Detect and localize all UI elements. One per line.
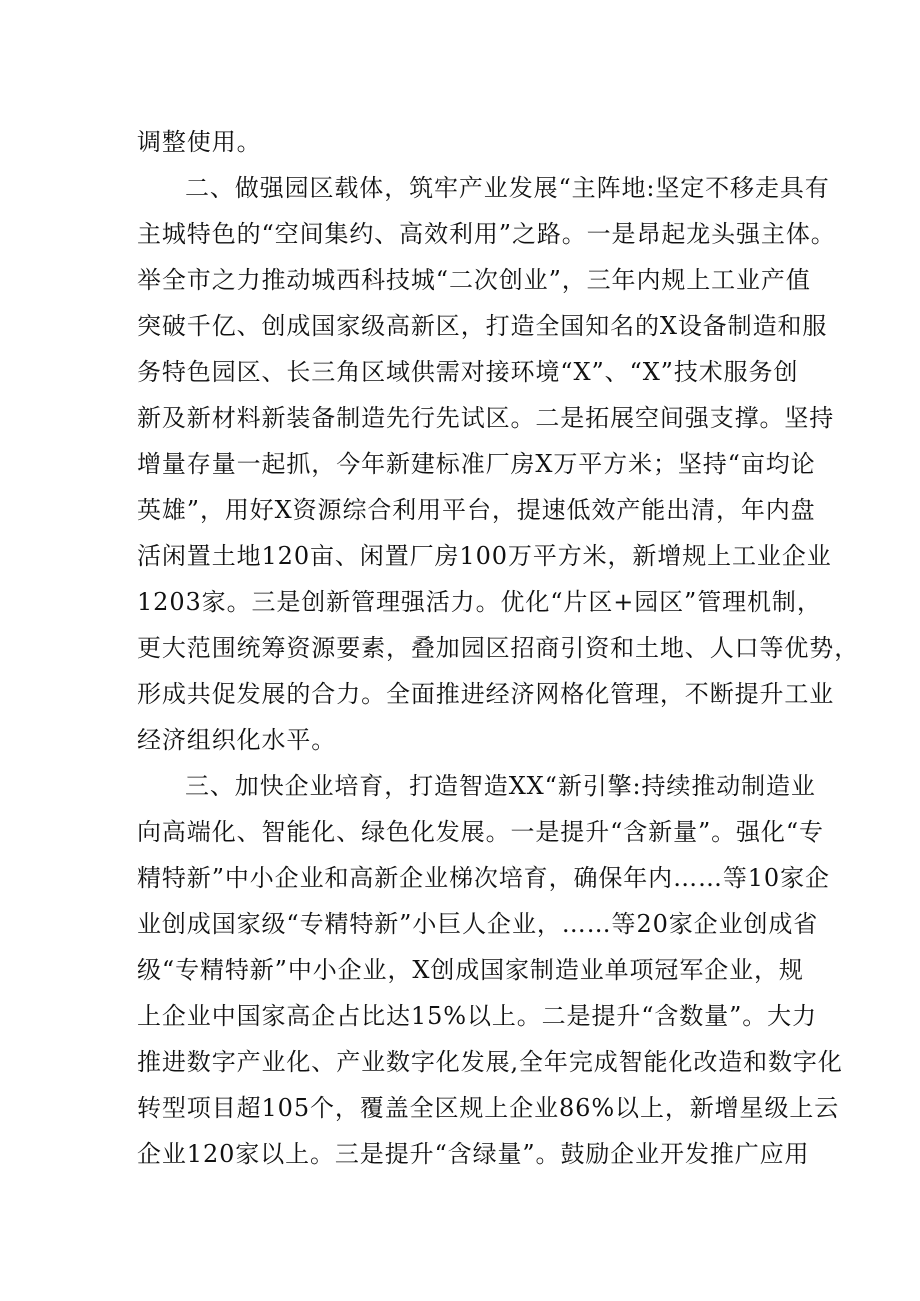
text-line: 企业120家以上。三是提升“含绿量”。鼓励企业开发推广应用 [137,1140,810,1168]
text-line: 更大范围统筹资源要素，叠加园区招商引资和土地、人口等优势， [137,634,860,662]
text-line: 务特色园区、长三角区域供需对接环境“X”、“X”技术服务创 [137,358,799,386]
text-line: 调整使用。 [137,128,262,156]
text-line: 级“专精特新”中小企业，X创成国家制造业单项冠军企业，规 [137,956,804,984]
text-line: 1203家。三是创新管理强活力。优化“片区+园区”管理机制， [137,588,822,616]
text-line: 转型项目超105个，覆盖全区规上企业86%以上，新增星级上云 [137,1094,840,1122]
text-line: 突破千亿、创成国家级高新区，打造全国知名的X设备制造和服 [137,312,828,340]
text-line: 英雄”，用好X资源综合利用平台，提速低效产能出清，年内盘 [137,496,816,524]
text-line: 业创成国家级“专精特新”小巨人企业，……等20家企业创成省 [137,910,819,938]
text-line: 经济组织化水平。 [137,726,337,754]
text-line: 精特新”中小企业和高新企业梯次培育，确保年内……等10家企 [137,864,830,892]
text-line: 增量存量一起抓，今年新建标准厂房X万平方米；坚持“亩均论 [137,450,816,478]
text-line: 形成共促发展的合力。全面推进经济网格化管理，不断提升工业 [137,680,835,708]
text-line: 推进数字产业化、产业数字化发展,全年完成智能化改造和数字化 [137,1048,843,1076]
text-line: 举全市之力推动城西科技城“二次创业”，三年内规上工业产值 [137,266,811,294]
text-line: 活闲置土地120亩、闲置厂房100万平方米，新增规上工业企业 [137,542,832,570]
section-heading-line: 二、做强园区载体，筑牢产业发展“主阵地:坚定不移走具有 [185,174,830,202]
text-line: 主城特色的“空间集约、高效利用”之路。一是昂起龙头强主体。 [137,220,836,248]
text-line: 上企业中国家高企占比达15%以上。二是提升“含数量”。大力 [137,1002,817,1030]
text-line: 新及新材料新装备制造先行先试区。二是拓展空间强支撑。坚持 [137,404,835,432]
text-line: 向高端化、智能化、绿色化发展。一是提升“含新量”。强化“专 [137,818,824,846]
section-heading-line: 三、加快企业培育，打造智造XX“新引擎:持续推动制造业 [185,772,816,800]
